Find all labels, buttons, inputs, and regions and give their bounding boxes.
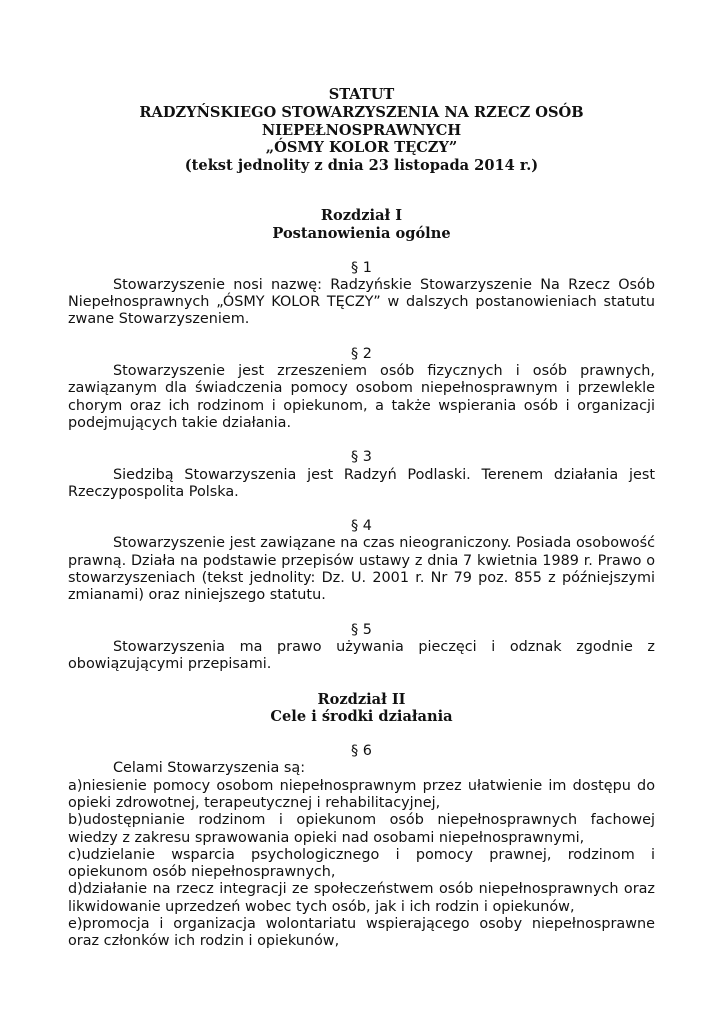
paragraph-1-number: § 1 [351, 259, 372, 276]
chapter-1-title: Rozdział I [320, 206, 403, 224]
paragraph-2-number: § 2 [351, 345, 372, 362]
chapter-2-heading [68, 691, 655, 727]
document-page [68, 86, 655, 951]
goal-item-b: b)udostępnianie rodzinom i opiekunom osób niepełnosprawnych fachowej wiedzy z zakresu sprawowania opieki nad osobami niepełnosprawnymi, [68, 812, 655, 846]
goal-item-d: d)działanie na rzecz integracji ze społeczeństwem osób niepełnosprawnych oraz likwidowanie uprzedzeń wobec tych osób, jak i ich rodzin i opiekunów, [68, 881, 655, 915]
chapter-2-title: Rozdział II [317, 690, 406, 708]
paragraph-2-text: Stowarzyszenie jest zrzeszeniem osób fizycznych i osób prawnych, zawiązanym dla świadczenia pomocy osobom niepełnosprawnym i przewlekle chorym oraz ich rodzinom i opiekunom, a także wspierania osób i organizacji podejmujących takie działania. [68, 363, 655, 431]
chapter-1-heading [68, 207, 655, 243]
goal-item-a: a)niesienie pomocy osobom niepełnosprawnym przez ułatwienie im dostępu do opieki zdrowotnej, terapeutycznej i rehabilitacyjnej, [68, 777, 655, 811]
paragraph-6-number: § 6 [351, 743, 372, 760]
title-line-association-motto: „ÓSMY KOLOR TĘCZY” [265, 139, 458, 157]
paragraph-4-number: § 4 [351, 518, 372, 535]
paragraph-6-intro: Celami Stowarzyszenia są: [113, 760, 306, 777]
paragraph-5-text: Stowarzyszenia ma prawo używania pieczęci i odznak zgodnie z obowiązującymi przepisami. [68, 638, 655, 673]
paragraph-4-text: Stowarzyszenie jest zawiązane na czas nieograniczony. Posiada osobowość prawną. Działa na podstawie przepisów ustawy z dnia 7 kwietnia 1989 r. Prawo o stowarzyszeniach (tekst jednolity: Dz. U. 2001 r. Nr 79 poz. 855 z późniejszymi zmianami) oraz niniejszego statutu. [68, 535, 655, 604]
goal-item-e: e)promocja i organizacja wolontariatu wspierającego osoby niepełnosprawne oraz członków ich rodzin i opiekunów, [68, 916, 655, 950]
title-line-disabled-persons: NIEPEŁNOSPRAWNYCH [261, 121, 462, 139]
paragraph-5-number: § 5 [351, 621, 372, 638]
paragraph-1-text: Stowarzyszenie nosi nazwę: Radzyńskie Stowarzyszenie Na Rzecz Osób Niepełnosprawnych „ÓSMY KOLOR TĘCZY” w dalszych postanowieniach statutu zwane Stowarzyszeniem. [68, 276, 655, 328]
goal-item-c: c)udzielanie wsparcia psychologicznego i pomocy prawnej, rodzinom i opiekunom osób niepełnosprawnych, [68, 846, 655, 881]
document-title [68, 86, 655, 175]
chapter-1-subtitle: Postanowienia ogólne [272, 224, 451, 242]
title-line-consolidated-text: (tekst jednolity z dnia 23 listopada 2014 r.) [184, 157, 539, 175]
title-line-association-name: RADZYŃSKIEGO STOWARZYSZENIA NA RZECZ OSÓB [139, 103, 584, 121]
paragraph-3-number: § 3 [351, 449, 372, 466]
chapter-2-subtitle: Cele i środki działania [270, 708, 453, 726]
title-line-statut: STATUT [328, 86, 395, 103]
paragraph-3-text: Siedzibą Stowarzyszenia jest Radzyń Podlaski. Terenem działania jest Rzeczypospolita Polska. [68, 466, 655, 500]
